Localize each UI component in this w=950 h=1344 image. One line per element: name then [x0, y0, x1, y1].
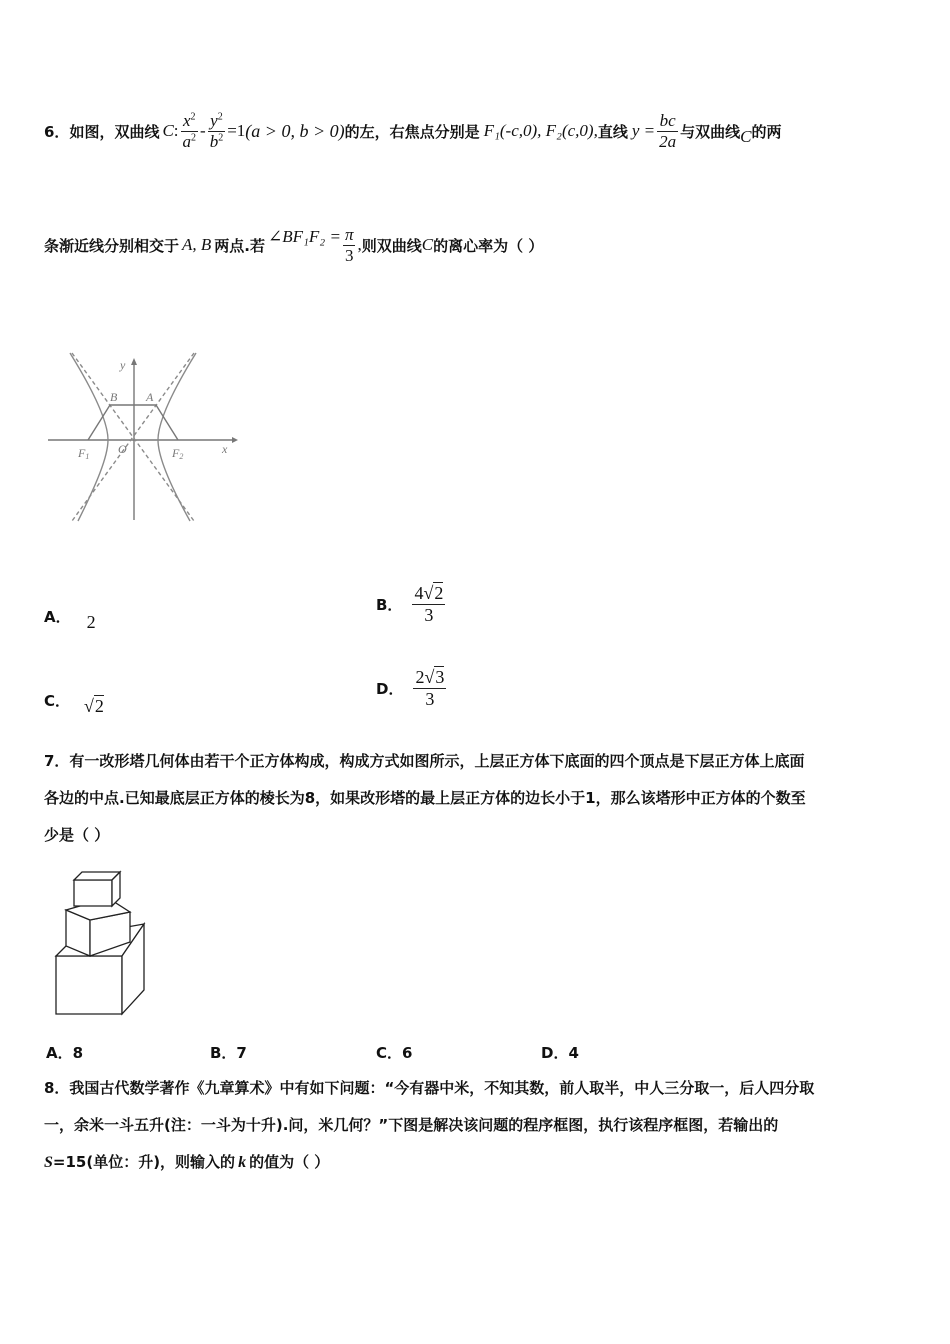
hyperbola-left-branch [70, 353, 108, 521]
q6-option-B-value: $\frac{4√2}{3}$ [414, 583, 444, 625]
q6-l2b: 两点.若 [214, 236, 265, 255]
label-y: y [120, 358, 126, 372]
q6-option-A-value: 2 [86, 612, 96, 632]
label-F1: F1 [78, 446, 90, 461]
q6-t3-C: C [740, 127, 752, 146]
q6-angle: ∠BF₁F₂ = [268, 227, 341, 246]
q6-intro: 如图，双曲线 [69, 122, 160, 141]
q6-frac-x: $\frac{x^2}{a^2}$ [182, 110, 197, 151]
q6-option-A-label: A． [44, 608, 71, 626]
q6-option-C[interactable] [44, 690, 104, 716]
hyperbola-right-branch [158, 353, 196, 521]
q6-l2C: C [421, 235, 434, 254]
q6-option-D[interactable] [376, 668, 448, 709]
q8-line3 [44, 1151, 329, 1172]
q6-t4: 的两 [751, 122, 782, 141]
q6-eq-C: C [162, 121, 174, 140]
q6-option-A[interactable] [44, 606, 96, 632]
x-axis-arrow [232, 437, 238, 443]
q6-t2: 直线 [597, 122, 628, 141]
q7-option-B[interactable]: B．7 [210, 1044, 247, 1062]
q6-t1: 的左，右焦点分别是 [344, 122, 480, 141]
label-x: x [222, 442, 228, 456]
bottom-cube-front [56, 956, 122, 1014]
cube-tower-figure [50, 868, 160, 1020]
q6-t3: 与双曲线 [680, 122, 741, 141]
q6-line-lhs: y = [631, 121, 656, 140]
label-A: A [146, 390, 154, 404]
label-F2: F2 [172, 446, 184, 461]
q6-frac-y: $\frac{y^2}{b^2}$ [209, 110, 224, 151]
q8-k: k [238, 1154, 247, 1171]
y-axis-arrow [131, 358, 137, 365]
q6-l2a: 条渐近线分别相交于 [44, 236, 180, 255]
q7-line1: 7．有一改形塔几何体由若干个正方体构成，构成方式如图所示，上层正方体下底面的四个顶点是下层正方体上底面 [44, 752, 805, 770]
q6-line1: 6． 如图，双曲线 C : $\frac{x^2}{a^2}$ - $\frac{y^2}{b^2}$ =1 (a > 0, b > 0) 的左，右焦点分别是 F₁(-c,0), F₂(c,0), 直线 y = $\frac{bc}{2a}$ 与双曲线 C 的两 [44, 110, 782, 151]
q8-line2: 一，余米一斗五升(注：一斗为十升).问，米几何？”下图是解决该问题的程序框图，执行该程序框图，若输出的 [44, 1116, 779, 1134]
q6-pi-frac: $\frac{\pi}{3}$ [344, 224, 354, 265]
q7-line3: 少是（ ） [44, 826, 110, 844]
q6-option-B-label: B． [376, 595, 403, 614]
segment-F1B [88, 405, 110, 440]
q7-option-C[interactable]: C．6 [376, 1044, 413, 1062]
q6-option-C-label: C． [44, 692, 71, 710]
q8-line1: 8．我国古代数学著作《九章算术》中有如下问题：“今有器中米，不知其数，前人取半，中人三分取一，后人四分取 [44, 1079, 815, 1097]
q6-l2c: 则双曲线 [361, 236, 422, 255]
q6-option-D-value: $\frac{2√3}{3}$ [415, 667, 445, 709]
q6-option-B[interactable] [376, 584, 447, 625]
q7-option-A[interactable]: A．8 [46, 1044, 84, 1062]
q6-eq-rhs: =1 [227, 121, 246, 140]
q6-AB: A, B [182, 235, 212, 254]
q7-option-D[interactable]: D．4 [541, 1044, 579, 1062]
q8-l3b: 的值为（ ） [249, 1153, 330, 1171]
q6-eq-cond: (a > 0, b > 0) [245, 120, 345, 141]
q6-option-C-value: √2 [84, 696, 104, 716]
q6-line-frac: $\frac{bc}{2a}$ [659, 110, 677, 151]
label-O: O [118, 442, 127, 456]
q8-S: S [44, 1154, 53, 1171]
q8-l3a: =15(单位：升)，则输入的 [52, 1153, 236, 1171]
q6-line2: 条渐近线分别相交于 A, B 两点.若 ∠BF₁F₂ = $\frac{\pi}{3}$ , 则双曲线 C 的离心率为（ ） [44, 224, 544, 265]
q6-l2d: 的离心率为（ ） [433, 236, 544, 255]
q7-line2: 各边的中点.已知最底层正方体的棱长为8，如果改形塔的最上层正方体的边长小于1，那么该塔形中正方体的个数至 [44, 789, 806, 807]
label-B: B [110, 390, 118, 404]
top-cube-front [74, 880, 112, 906]
segment-AF2 [156, 405, 178, 440]
q6-option-D-label: D． [376, 679, 404, 698]
q6-foci: F₁(-c,0), F₂(c,0), [483, 121, 598, 140]
hyperbola-figure [44, 345, 244, 525]
q6-number: 6． [44, 122, 70, 141]
